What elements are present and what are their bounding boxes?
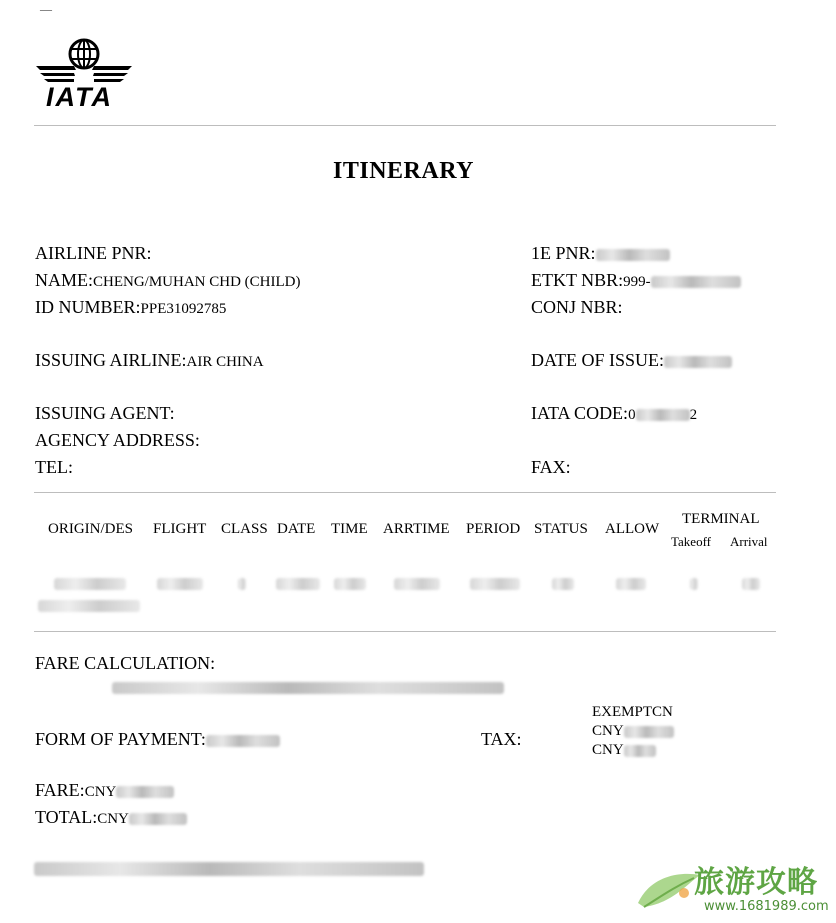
table-row xyxy=(0,576,836,618)
cell-status-redacted xyxy=(552,578,574,590)
watermark-site-name: 旅游攻略 xyxy=(694,865,818,900)
fare-calculation-label: FARE CALCULATION: xyxy=(35,653,216,673)
payment-redacted xyxy=(206,735,280,747)
col-flight: FLIGHT xyxy=(153,521,207,537)
etkt-row xyxy=(531,270,741,291)
cell-arrtime-redacted xyxy=(394,578,440,590)
col-period: PERIOD xyxy=(466,521,521,537)
table-top-divider xyxy=(34,492,776,493)
cell-allow-redacted xyxy=(616,578,646,590)
col-date: DATE xyxy=(277,521,316,537)
col-allow: ALLOW xyxy=(605,521,660,537)
iata-code-row xyxy=(531,403,697,424)
tax-label: TAX: xyxy=(481,729,522,749)
issuing-airline-row xyxy=(35,350,264,371)
payment-row xyxy=(35,729,280,750)
iata-logo xyxy=(34,38,134,112)
total-currency: CNY xyxy=(97,811,129,827)
conj-label: CONJ NBR: xyxy=(531,297,623,317)
tax-line-3-redacted xyxy=(624,745,656,757)
header-divider xyxy=(34,125,776,126)
pnr-1e-row xyxy=(531,243,670,264)
col-origin-des: ORIGIN/DES xyxy=(48,521,133,537)
col-terminal-takeoff: Takeoff xyxy=(671,534,711,549)
issuing-agent-label: ISSUING AGENT: xyxy=(35,403,175,423)
cell-class-redacted xyxy=(238,578,246,590)
etkt-prefix: 999- xyxy=(623,274,651,290)
col-class: CLASS xyxy=(221,521,268,537)
iata-code-redacted xyxy=(636,409,690,421)
pnr-1e-label: 1E PNR: xyxy=(531,243,596,263)
watermark-site-url: www.1681989.com xyxy=(704,899,829,914)
name-row xyxy=(35,270,301,291)
agency-address-label: AGENCY ADDRESS: xyxy=(35,430,200,450)
cell-origin-des-2-redacted xyxy=(38,600,140,612)
date-of-issue-row xyxy=(531,350,732,371)
col-arrtime: ARRTIME xyxy=(383,521,450,537)
name-value: CHENG/MUHAN CHD (CHILD) xyxy=(93,274,301,290)
col-status: STATUS xyxy=(534,521,588,537)
fare-redacted xyxy=(116,786,174,798)
id-value: PPE31092785 xyxy=(140,301,227,317)
col-time: TIME xyxy=(331,521,368,537)
total-label: TOTAL: xyxy=(35,807,98,827)
iata-logo-text: IATA xyxy=(46,82,113,112)
fare-row xyxy=(35,780,174,801)
fax-label: FAX: xyxy=(531,457,571,477)
tel-label: TEL: xyxy=(35,457,73,477)
cell-date-redacted xyxy=(276,578,320,590)
iata-code-start: 0 xyxy=(628,407,636,423)
tax-line-3: CNY xyxy=(592,742,656,759)
col-terminal: TERMINAL xyxy=(682,511,760,527)
fare-currency: CNY xyxy=(84,784,117,800)
crop-mark: –– xyxy=(40,2,52,16)
issuing-airline-label: ISSUING AIRLINE: xyxy=(35,350,187,370)
payment-label: FORM OF PAYMENT: xyxy=(35,729,206,749)
cell-time-redacted xyxy=(334,578,366,590)
col-terminal-arrival: Arrival xyxy=(730,534,768,549)
id-row xyxy=(35,297,226,318)
date-of-issue-redacted xyxy=(664,356,732,368)
pnr-1e-redacted xyxy=(596,249,670,261)
cell-period-redacted xyxy=(470,578,520,590)
issuing-airline-value: AIR CHINA xyxy=(186,354,264,370)
iata-code-tail: 2 xyxy=(689,407,698,423)
page-title: ITINERARY xyxy=(333,158,475,184)
tax-line-2-redacted xyxy=(624,726,674,738)
total-row xyxy=(35,807,187,828)
globe-wings-icon xyxy=(34,38,134,86)
cell-takeoff-redacted xyxy=(690,578,698,590)
airline-pnr-label: AIRLINE PNR: xyxy=(35,243,152,263)
tax-line-2: CNY xyxy=(592,723,674,740)
fare-calculation-redacted xyxy=(112,682,504,694)
id-label: ID NUMBER: xyxy=(35,297,141,317)
cell-arrival-redacted xyxy=(742,578,760,590)
footer-note-redacted xyxy=(34,862,424,876)
date-of-issue-label: DATE OF ISSUE: xyxy=(531,350,665,370)
name-label: NAME: xyxy=(35,270,93,290)
iata-code-label: IATA CODE: xyxy=(531,403,629,423)
cell-flight-redacted xyxy=(157,578,203,590)
total-redacted xyxy=(129,813,187,825)
etkt-label: ETKT NBR: xyxy=(531,270,624,290)
table-bottom-divider xyxy=(34,631,776,632)
fare-label: FARE: xyxy=(35,780,85,800)
cell-origin-des-redacted xyxy=(54,578,126,590)
tax-line-1: EXEMPTCN xyxy=(592,704,673,720)
etkt-redacted xyxy=(651,276,741,288)
watermark xyxy=(634,855,834,921)
